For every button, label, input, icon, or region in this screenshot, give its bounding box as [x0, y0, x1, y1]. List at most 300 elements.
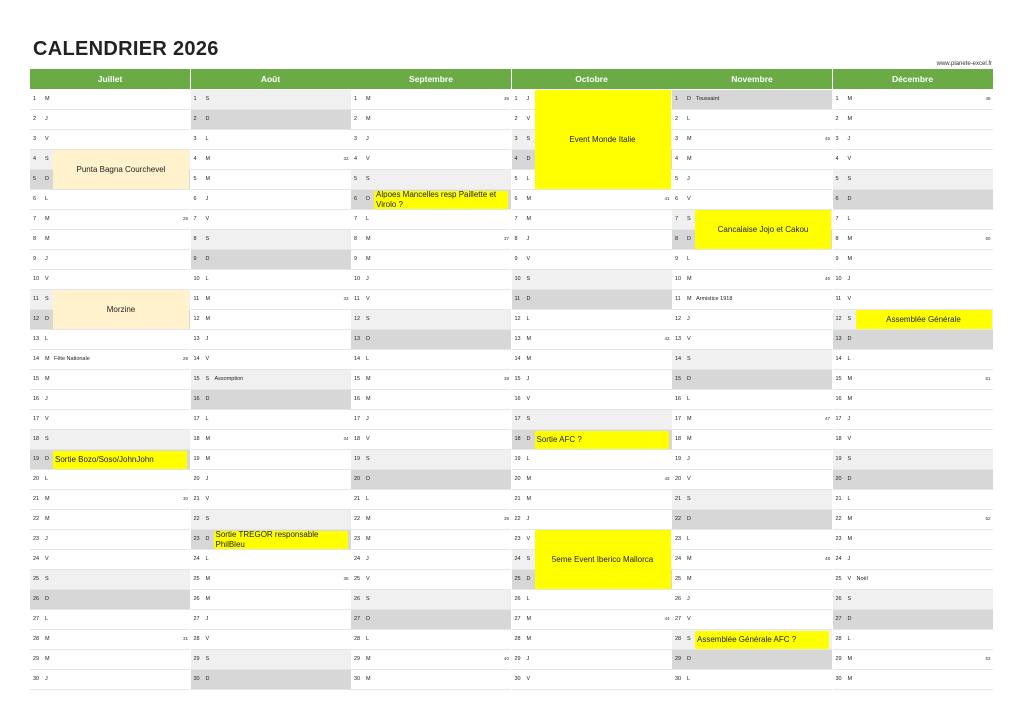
- day-row[interactable]: [512, 370, 672, 390]
- day-letter: M: [366, 96, 371, 102]
- day-row[interactable]: [833, 230, 993, 250]
- day-row[interactable]: [833, 430, 993, 450]
- day-letter: M: [526, 196, 532, 202]
- event-block[interactable]: Morzine: [53, 290, 189, 329]
- week-number: 43: [664, 476, 670, 481]
- day-number: 5: [514, 176, 518, 182]
- day-row[interactable]: [351, 370, 511, 390]
- day-letter: D: [847, 196, 852, 202]
- day-row[interactable]: [512, 470, 672, 490]
- day-row[interactable]: [351, 390, 511, 410]
- day-letter: D: [526, 156, 531, 162]
- day-row[interactable]: [191, 670, 351, 690]
- day-row[interactable]: [512, 190, 672, 210]
- day-row[interactable]: [833, 570, 993, 590]
- day-row[interactable]: [30, 430, 190, 450]
- day-row[interactable]: [833, 330, 993, 350]
- day-number: 1: [354, 96, 358, 102]
- day-row[interactable]: [30, 330, 190, 350]
- day-row[interactable]: [351, 270, 511, 290]
- day-number: 18: [675, 436, 682, 442]
- day-row[interactable]: [30, 670, 190, 690]
- day-number: 3: [33, 136, 37, 142]
- day-letter: V: [366, 296, 370, 302]
- day-row[interactable]: [672, 490, 832, 510]
- day-letter: J: [205, 616, 209, 622]
- week-number: 51: [985, 376, 991, 381]
- day-row[interactable]: [672, 550, 832, 570]
- day-row[interactable]: [30, 270, 190, 290]
- day-row[interactable]: [672, 470, 832, 490]
- day-letter: S: [205, 236, 210, 242]
- day-number: 15: [354, 376, 361, 382]
- day-row[interactable]: [351, 670, 511, 690]
- day-row[interactable]: [833, 210, 993, 230]
- day-number: 30: [33, 676, 40, 682]
- day-row[interactable]: [833, 110, 993, 130]
- day-number: 23: [354, 536, 361, 542]
- day-row[interactable]: [351, 290, 511, 310]
- day-row[interactable]: [191, 330, 351, 350]
- day-letter: M: [847, 536, 853, 542]
- day-row[interactable]: [351, 630, 511, 650]
- day-letter: M: [366, 256, 371, 262]
- day-row[interactable]: [351, 170, 511, 190]
- day-letter: D: [366, 336, 370, 342]
- day-row[interactable]: [351, 210, 511, 230]
- event-block[interactable]: Assemblée Générale AFC ?: [695, 631, 829, 649]
- event-block[interactable]: Cancalaise Jojo et Cakou: [695, 210, 831, 249]
- day-letter: V: [526, 256, 531, 262]
- day-number: 14: [514, 356, 521, 362]
- day-row[interactable]: [672, 510, 832, 530]
- day-number: 23: [514, 536, 521, 542]
- day-row[interactable]: [672, 290, 832, 310]
- day-row[interactable]: [30, 490, 190, 510]
- day-number: 14: [33, 356, 40, 362]
- day-letter: J: [526, 656, 530, 662]
- day-row[interactable]: [833, 450, 993, 470]
- day-letter: D: [45, 316, 49, 322]
- day-letter: L: [366, 356, 370, 362]
- day-row[interactable]: [672, 390, 832, 410]
- day-row[interactable]: [351, 610, 511, 630]
- day-letter: L: [526, 176, 530, 182]
- day-letter: V: [205, 216, 210, 222]
- day-number: 8: [835, 236, 839, 242]
- day-letter: J: [45, 116, 48, 122]
- day-row[interactable]: [191, 250, 351, 270]
- day-row[interactable]: [30, 550, 190, 570]
- day-row[interactable]: [833, 130, 993, 150]
- day-row[interactable]: [30, 190, 190, 210]
- day-number: 17: [193, 416, 200, 422]
- day-letter: V: [847, 576, 852, 582]
- day-letter: M: [847, 656, 853, 662]
- day-row[interactable]: [191, 370, 351, 390]
- day-row[interactable]: [672, 570, 832, 590]
- day-row[interactable]: [512, 610, 672, 630]
- day-number: 12: [675, 316, 682, 322]
- day-row[interactable]: [833, 610, 993, 630]
- day-letter: M: [366, 656, 371, 662]
- day-number: 13: [514, 336, 521, 342]
- day-row[interactable]: [191, 450, 351, 470]
- day-number: 4: [835, 156, 839, 162]
- day-row[interactable]: [351, 350, 511, 370]
- day-number: 18: [514, 436, 521, 442]
- day-row[interactable]: [191, 270, 351, 290]
- day-row[interactable]: [672, 250, 832, 270]
- day-row[interactable]: [833, 550, 993, 570]
- event-block[interactable]: Sortie AFC ?: [535, 431, 669, 449]
- day-row[interactable]: [191, 430, 351, 450]
- day-number: 11: [675, 296, 681, 302]
- day-row[interactable]: [672, 150, 832, 170]
- day-row[interactable]: [351, 230, 511, 250]
- day-row[interactable]: [30, 210, 190, 230]
- month-header: Décembre: [833, 69, 993, 89]
- day-row[interactable]: [30, 110, 190, 130]
- event-block[interactable]: Punta Bagna Courchevel: [53, 150, 189, 189]
- day-letter: M: [205, 296, 211, 302]
- day-row[interactable]: [351, 530, 511, 550]
- day-row[interactable]: [512, 510, 672, 530]
- day-letter: L: [847, 636, 851, 642]
- day-number: 17: [514, 416, 521, 422]
- day-row[interactable]: [30, 590, 190, 610]
- day-row[interactable]: [30, 410, 190, 430]
- day-row[interactable]: [351, 130, 511, 150]
- event-block[interactable]: 5eme Event Iberico Mallorca: [535, 530, 671, 589]
- day-row[interactable]: [191, 630, 351, 650]
- day-row[interactable]: [191, 470, 351, 490]
- day-letter: S: [687, 216, 691, 222]
- day-row[interactable]: [351, 110, 511, 130]
- day-letter: L: [526, 596, 530, 602]
- day-row[interactable]: [833, 370, 993, 390]
- day-row[interactable]: [30, 370, 190, 390]
- day-number: 9: [835, 256, 839, 262]
- day-row[interactable]: [833, 650, 993, 670]
- day-row[interactable]: [30, 630, 190, 650]
- day-letter: J: [687, 456, 690, 462]
- day-letter: J: [847, 276, 851, 282]
- day-row[interactable]: [351, 250, 511, 270]
- day-letter: M: [205, 456, 211, 462]
- day-row[interactable]: [512, 270, 672, 290]
- day-row[interactable]: [512, 290, 672, 310]
- day-row[interactable]: [672, 110, 832, 130]
- day-number: 20: [33, 476, 40, 482]
- day-row[interactable]: [191, 610, 351, 630]
- day-number: 13: [193, 336, 200, 342]
- day-letter: S: [526, 136, 531, 142]
- week-number: 40: [503, 656, 509, 661]
- week-number: 35: [343, 576, 349, 581]
- day-row[interactable]: [512, 390, 672, 410]
- day-row[interactable]: [351, 550, 511, 570]
- day-row[interactable]: [351, 490, 511, 510]
- day-row[interactable]: [833, 410, 993, 430]
- day-letter: S: [205, 516, 210, 522]
- day-row[interactable]: [191, 110, 351, 130]
- day-row[interactable]: [833, 390, 993, 410]
- day-letter: J: [366, 276, 369, 282]
- day-row[interactable]: [672, 430, 832, 450]
- day-row[interactable]: [512, 670, 672, 690]
- day-number: 21: [514, 496, 521, 502]
- day-row[interactable]: [191, 170, 351, 190]
- day-row[interactable]: [833, 270, 993, 290]
- day-number: 11: [354, 296, 360, 302]
- day-row[interactable]: [672, 130, 832, 150]
- day-row[interactable]: [672, 330, 832, 350]
- day-letter: M: [45, 496, 50, 502]
- day-row[interactable]: [833, 490, 993, 510]
- day-number: 7: [193, 216, 197, 222]
- day-number: 22: [514, 516, 521, 522]
- day-row[interactable]: [191, 590, 351, 610]
- day-letter: D: [687, 516, 691, 522]
- day-row[interactable]: [30, 230, 190, 250]
- day-letter: S: [205, 96, 210, 102]
- day-number: 8: [33, 236, 37, 242]
- event-block[interactable]: Alpoes Mancelles resp Paillette et Virolo ?: [374, 191, 508, 209]
- day-row[interactable]: [672, 610, 832, 630]
- day-row[interactable]: [30, 530, 190, 550]
- day-row[interactable]: [30, 470, 190, 490]
- day-number: 8: [675, 236, 679, 242]
- day-number: 16: [33, 396, 40, 402]
- day-row[interactable]: [672, 350, 832, 370]
- day-number: 30: [354, 676, 361, 682]
- day-letter: J: [45, 676, 48, 682]
- holiday-label: Fête Nationale: [54, 356, 90, 362]
- day-letter: V: [366, 436, 370, 442]
- day-row[interactable]: [833, 630, 993, 650]
- day-number: 14: [193, 356, 200, 362]
- day-letter: V: [526, 676, 531, 682]
- day-row[interactable]: [672, 590, 832, 610]
- day-row[interactable]: [512, 650, 672, 670]
- day-row[interactable]: [672, 670, 832, 690]
- day-row[interactable]: [351, 470, 511, 490]
- day-row[interactable]: [191, 230, 351, 250]
- day-row[interactable]: [512, 630, 672, 650]
- day-row[interactable]: [191, 210, 351, 230]
- day-number: 18: [835, 436, 842, 442]
- day-row[interactable]: [833, 190, 993, 210]
- day-number: 12: [354, 316, 361, 322]
- day-number: 18: [193, 436, 200, 442]
- day-row[interactable]: [191, 650, 351, 670]
- day-number: 9: [193, 256, 197, 262]
- day-row[interactable]: [512, 350, 672, 370]
- day-number: 9: [514, 256, 518, 262]
- day-number: 17: [835, 416, 842, 422]
- event-block[interactable]: Event Monde Italie: [535, 90, 671, 189]
- day-row[interactable]: [833, 510, 993, 530]
- day-letter: V: [205, 636, 210, 642]
- day-row[interactable]: [30, 610, 190, 630]
- day-number: 9: [33, 256, 37, 262]
- day-row[interactable]: [191, 350, 351, 370]
- day-row[interactable]: [30, 250, 190, 270]
- day-row[interactable]: [512, 590, 672, 610]
- day-row[interactable]: [351, 510, 511, 530]
- day-row[interactable]: [191, 490, 351, 510]
- week-number: 29: [182, 356, 188, 361]
- day-row[interactable]: [30, 570, 190, 590]
- day-row[interactable]: [672, 190, 832, 210]
- day-row[interactable]: [30, 350, 190, 370]
- day-letter: J: [366, 556, 369, 562]
- day-letter: M: [205, 576, 211, 582]
- day-letter: M: [45, 236, 50, 242]
- day-row[interactable]: [191, 570, 351, 590]
- week-number: 37: [503, 236, 509, 241]
- day-row[interactable]: [672, 310, 832, 330]
- day-row[interactable]: [191, 150, 351, 170]
- day-row[interactable]: [672, 90, 832, 110]
- day-row[interactable]: [672, 170, 832, 190]
- day-row[interactable]: [351, 430, 511, 450]
- day-row[interactable]: [672, 410, 832, 430]
- day-letter: S: [45, 296, 49, 302]
- day-number: 7: [835, 216, 839, 222]
- day-number: 23: [835, 536, 842, 542]
- day-row[interactable]: [833, 350, 993, 370]
- week-number: 34: [343, 436, 349, 441]
- day-row[interactable]: [351, 650, 511, 670]
- day-row[interactable]: [191, 190, 351, 210]
- day-number: 19: [354, 456, 361, 462]
- day-row[interactable]: [191, 390, 351, 410]
- day-row[interactable]: [833, 290, 993, 310]
- day-row[interactable]: [30, 510, 190, 530]
- month-column: [672, 69, 832, 690]
- day-row[interactable]: [512, 210, 672, 230]
- day-number: 25: [835, 576, 842, 582]
- day-number: 10: [193, 276, 200, 282]
- event-block[interactable]: Sortie Bozo/Soso/JohnJohn: [53, 451, 187, 469]
- day-row[interactable]: [191, 90, 351, 110]
- day-letter: V: [687, 476, 691, 482]
- day-letter: M: [687, 156, 692, 162]
- day-number: 28: [33, 636, 40, 642]
- day-number: 27: [354, 616, 361, 622]
- day-row[interactable]: [351, 410, 511, 430]
- day-row[interactable]: [833, 90, 993, 110]
- day-row[interactable]: [351, 590, 511, 610]
- day-letter: M: [45, 96, 50, 102]
- day-row[interactable]: [833, 530, 993, 550]
- day-row[interactable]: [30, 390, 190, 410]
- day-row[interactable]: [833, 250, 993, 270]
- day-letter: M: [687, 416, 692, 422]
- day-number: 13: [675, 336, 682, 342]
- day-row[interactable]: [191, 510, 351, 530]
- day-row[interactable]: [672, 270, 832, 290]
- day-row[interactable]: [351, 330, 511, 350]
- day-letter: J: [205, 336, 209, 342]
- day-row[interactable]: [30, 650, 190, 670]
- day-row[interactable]: [512, 450, 672, 470]
- day-row[interactable]: [191, 310, 351, 330]
- day-row[interactable]: [512, 490, 672, 510]
- day-row[interactable]: [351, 90, 511, 110]
- day-row[interactable]: [30, 130, 190, 150]
- day-number: 15: [193, 376, 200, 382]
- day-row[interactable]: [351, 310, 511, 330]
- week-number: 47: [824, 416, 830, 421]
- day-row[interactable]: [672, 370, 832, 390]
- day-row[interactable]: [351, 150, 511, 170]
- day-letter: M: [205, 436, 211, 442]
- week-number: 36: [503, 96, 509, 101]
- day-row[interactable]: [512, 310, 672, 330]
- day-row[interactable]: [672, 530, 832, 550]
- day-row[interactable]: [833, 150, 993, 170]
- day-letter: J: [526, 376, 530, 382]
- day-row[interactable]: [512, 410, 672, 430]
- day-number: 12: [835, 316, 842, 322]
- day-letter: D: [687, 236, 691, 242]
- day-number: 18: [33, 436, 40, 442]
- day-row[interactable]: [833, 170, 993, 190]
- day-number: 3: [193, 136, 197, 142]
- day-row[interactable]: [512, 230, 672, 250]
- day-row[interactable]: [833, 590, 993, 610]
- day-row[interactable]: [672, 450, 832, 470]
- day-letter: L: [205, 136, 209, 142]
- day-row[interactable]: [191, 550, 351, 570]
- day-row[interactable]: [351, 450, 511, 470]
- day-letter: D: [45, 456, 49, 462]
- day-number: 19: [675, 456, 682, 462]
- day-row[interactable]: [833, 470, 993, 490]
- day-row[interactable]: [191, 290, 351, 310]
- day-row[interactable]: [833, 670, 993, 690]
- page-title: CALENDRIER 2026: [33, 38, 219, 60]
- day-row[interactable]: [30, 90, 190, 110]
- day-number: 8: [514, 236, 518, 242]
- day-number: 30: [835, 676, 842, 682]
- day-number: 24: [354, 556, 361, 562]
- day-number: 25: [675, 576, 682, 582]
- day-row[interactable]: [191, 130, 351, 150]
- day-row[interactable]: [672, 650, 832, 670]
- holiday-label: Armistice 1918: [696, 296, 733, 302]
- day-row[interactable]: [512, 250, 672, 270]
- day-number: 29: [354, 656, 361, 662]
- day-letter: L: [205, 556, 209, 562]
- day-letter: J: [366, 136, 369, 142]
- day-letter: J: [687, 596, 690, 602]
- event-block[interactable]: Assemblée Générale: [856, 310, 992, 329]
- day-letter: M: [366, 236, 371, 242]
- day-letter: V: [847, 296, 852, 302]
- week-number: 45: [824, 136, 830, 141]
- day-row[interactable]: [351, 570, 511, 590]
- event-block[interactable]: Sortie TREGOR responsable PhilBleu: [214, 531, 348, 549]
- day-number: 2: [33, 116, 37, 122]
- day-row[interactable]: [512, 330, 672, 350]
- day-number: 6: [835, 196, 839, 202]
- day-number: 13: [33, 336, 40, 342]
- day-row[interactable]: [191, 410, 351, 430]
